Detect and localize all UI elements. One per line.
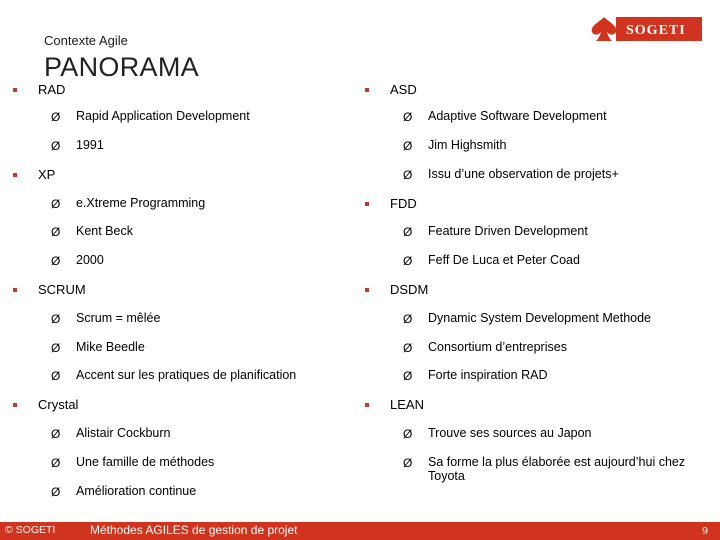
arrow-bullet-icon: Ø <box>403 341 413 355</box>
footer-title: Méthodes AGILES de gestion de projet <box>90 523 298 537</box>
bullet-square-icon <box>365 202 369 206</box>
spade-icon <box>592 17 617 41</box>
arrow-bullet-icon: Ø <box>403 312 413 326</box>
arrow-bullet-icon: Ø <box>51 341 61 355</box>
bullet-square-icon <box>365 288 369 292</box>
arrow-bullet-icon: Ø <box>51 254 61 268</box>
arrow-bullet-icon: Ø <box>51 456 61 470</box>
arrow-bullet-icon: Ø <box>51 139 61 153</box>
bullet-square-icon <box>13 403 17 407</box>
sogeti-logo <box>588 15 702 43</box>
slide-subtitle: Contexte Agile <box>44 33 128 48</box>
page-number: 9 <box>702 525 708 537</box>
bullet-square-icon <box>365 88 369 92</box>
section-label: RAD <box>38 82 66 97</box>
section-label: SCRUM <box>38 282 86 297</box>
section-label: LEAN <box>390 397 424 412</box>
bullet-square-icon <box>13 288 17 292</box>
section-label: DSDM <box>390 282 429 297</box>
bullet-square-icon <box>13 173 17 177</box>
arrow-bullet-icon: Ø <box>51 225 61 239</box>
arrow-bullet-icon: Ø <box>403 254 413 268</box>
arrow-bullet-icon: Ø <box>403 168 413 182</box>
section-label: ASD <box>390 82 417 97</box>
bullet-square-icon <box>13 88 17 92</box>
logo-text: SOGETI <box>626 23 686 38</box>
section-label: FDD <box>390 196 417 211</box>
bullet-square-icon <box>365 403 369 407</box>
arrow-bullet-icon: Ø <box>51 485 61 499</box>
arrow-bullet-icon: Ø <box>403 225 413 239</box>
footer-copyright: © SOGETI <box>5 524 56 536</box>
arrow-bullet-icon: Ø <box>51 312 61 326</box>
arrow-bullet-icon: Ø <box>403 369 413 383</box>
arrow-bullet-icon: Ø <box>51 369 61 383</box>
arrow-bullet-icon: Ø <box>403 110 413 124</box>
arrow-bullet-icon: Ø <box>51 427 61 441</box>
arrow-bullet-icon: Ø <box>51 110 61 124</box>
arrow-bullet-icon: Ø <box>403 427 413 441</box>
arrow-bullet-icon: Ø <box>403 139 413 153</box>
section-label: Crystal <box>38 397 79 412</box>
arrow-bullet-icon: Ø <box>403 456 413 470</box>
footer-bar <box>0 522 720 540</box>
arrow-bullet-icon: Ø <box>51 197 61 211</box>
slide-title: PANORAMA <box>44 52 199 82</box>
section-label: XP <box>38 167 56 182</box>
